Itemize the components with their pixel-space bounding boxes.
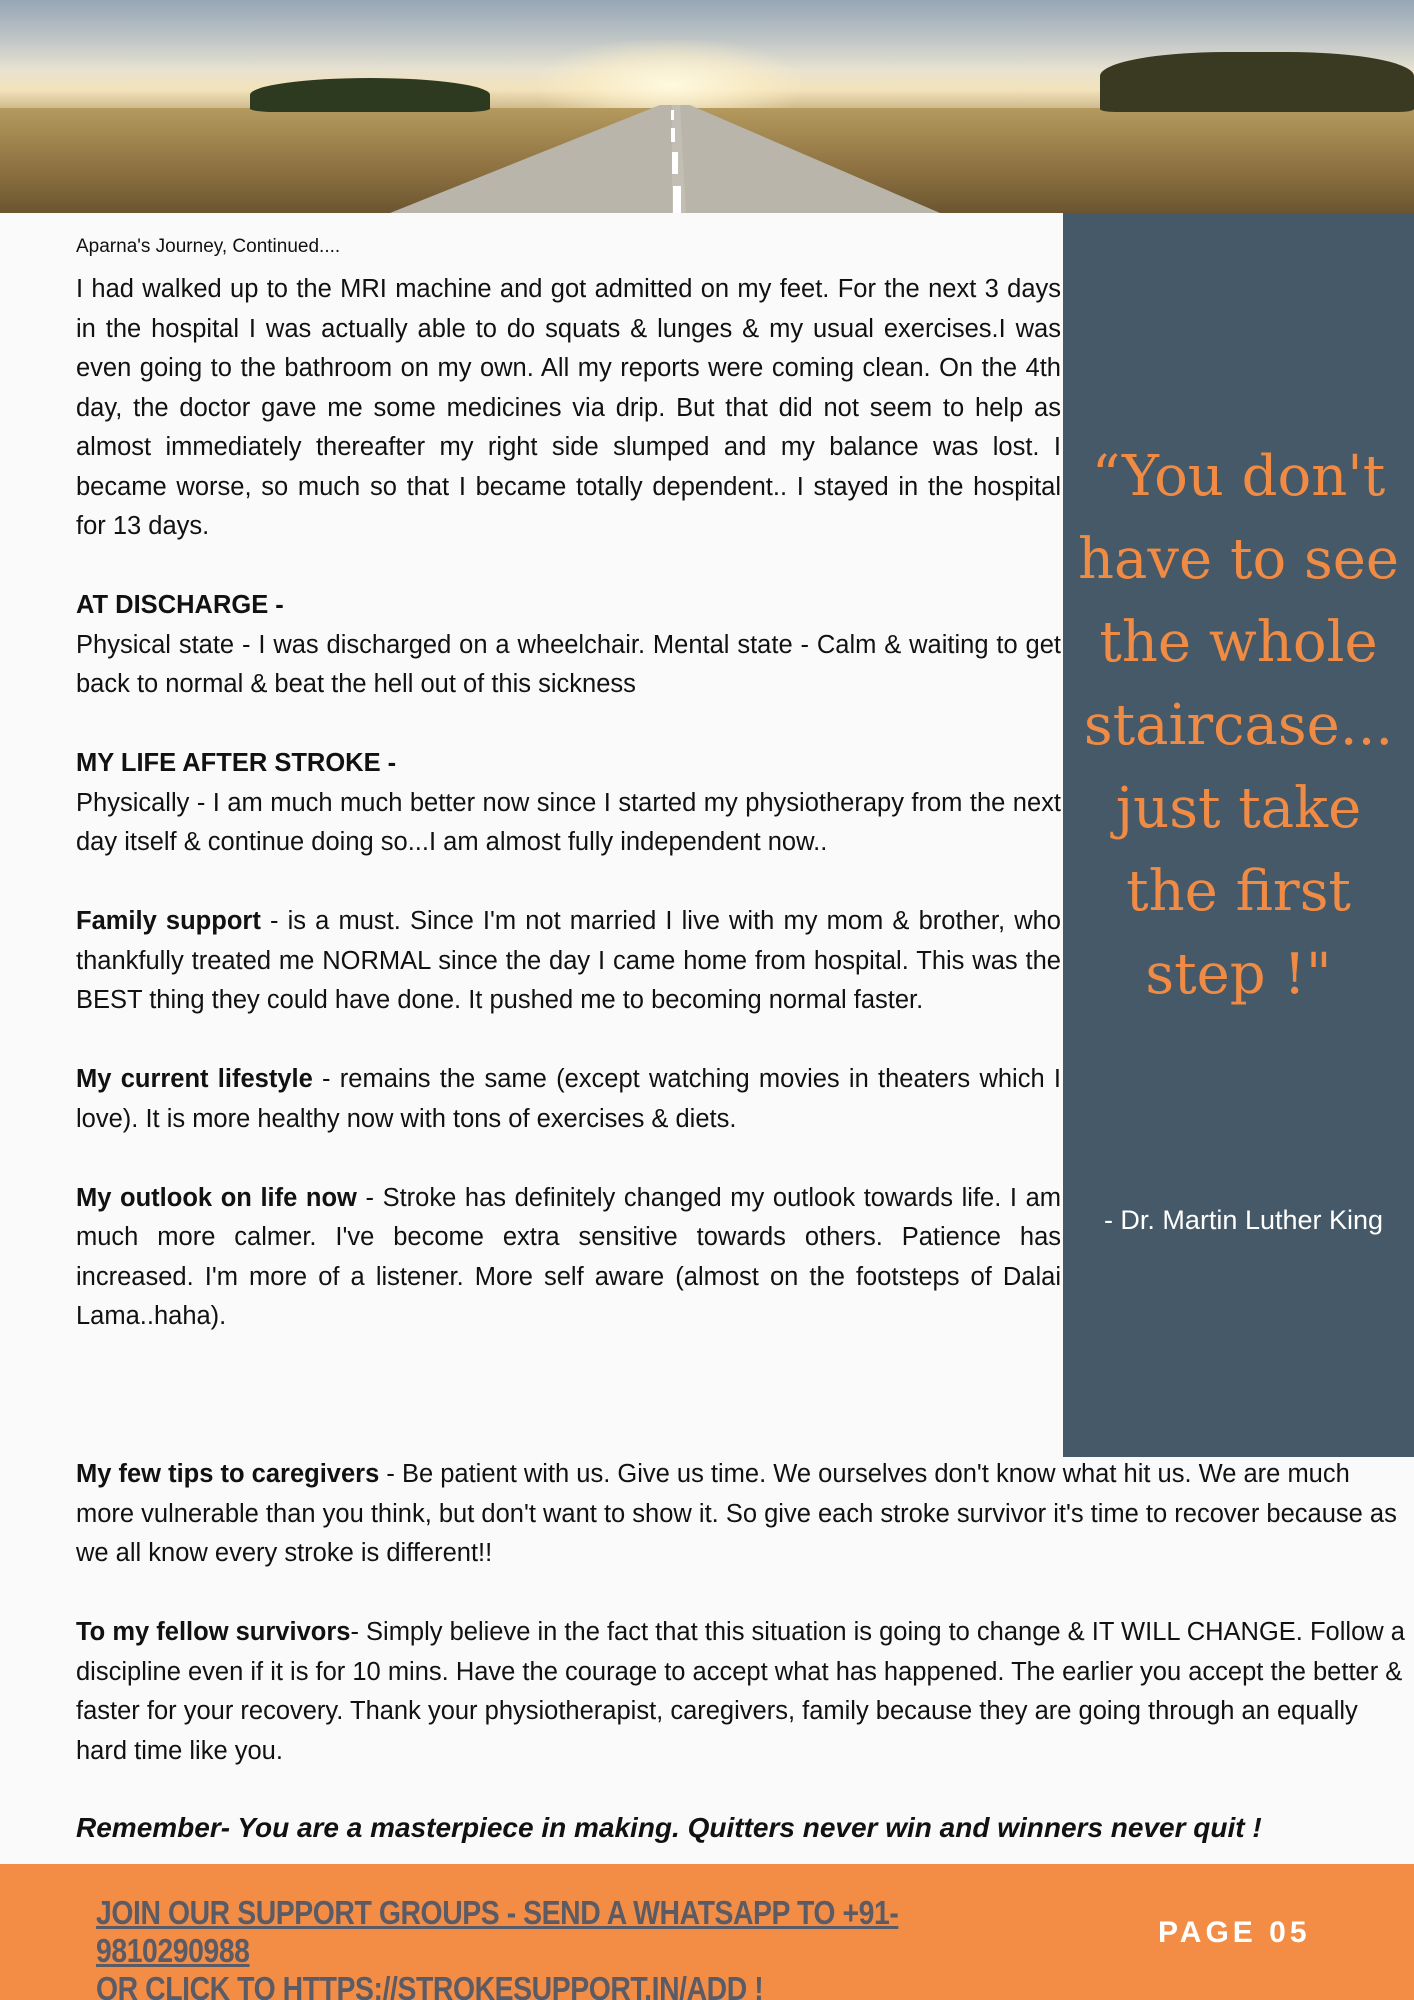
after-stroke-heading: MY LIFE AFTER STROKE - [76,749,397,777]
tips-paragraph [76,1455,1414,1574]
discharge-section [76,586,1061,705]
outlook-lead: My outlook on life now [76,1183,357,1212]
family-paragraph [76,902,1061,1021]
outlook-text: - Stroke has definitely changed my outlook towards life. I am much more calmer. I've become extra sensitive towards others. Patience has increased. I'm more of a listener. More self aware (almost on the footsteps of Dalai Lama..haha). [76,1183,1062,1330]
tips-text: - Be patient with us. Give us time. We ourselves don't know what hit us. We are much more vulnerable than you think, but don't want to show it. So give each stroke survivor it's time to recover because as we all know every stroke is different!! [76,1460,1397,1567]
page-number: PAGE 05 [1158,1916,1311,1949]
after-stroke-text: Physically - I am much much better now since I started my physiotherapy from the next day itself & continue doing so...I am almost fully independent now.. [76,788,1061,856]
discharge-text: Physical state - I was discharged on a wheelchair. Mental state - Calm & waiting to get back to normal & beat the hell out of this sickness [76,630,1061,698]
survivors-text: - Simply believe in the fact that this situation is going to change & IT WILL CHANGE. Follow a discipline even if it is for 10 mins. Have the courage to accept what has happened. The earlier you accept the better & faster for your recovery. Thank your physiotherapist, caregivers, family because they are going through an equally hard time like you. [76,1618,1405,1765]
lifestyle-paragraph [76,1060,1061,1139]
hero-road [0,0,1414,213]
survivors-paragraph [76,1613,1414,1771]
quote-author: - Dr. Martin Luther King [1103,1205,1384,1235]
journey-continued-label: Aparna's Journey, Continued.... [76,236,341,257]
main-column [76,270,1061,1376]
support-link-line2[interactable]: OR CLICK TO HTTPS://STROKESUPPORT.IN/ADD ! [96,1970,764,2000]
quote-panel [1063,213,1414,1457]
lifestyle-lead: My current lifestyle [76,1065,313,1093]
remember-line: Remember- You are a masterpiece in making. Quitters never win and winners never quit ! [76,1812,1262,1843]
discharge-heading: AT DISCHARGE - [76,591,284,619]
family-text: - is a must. Since I'm not married I live with my mom & brother, who thankfully treated me NORMAL since the day I came home from hospital. This was the BEST thing they could have done. It pushed me to becoming normal faster. [76,907,1061,1014]
footer-bar [0,1864,1414,2000]
survivors-lead: To my fellow survivors [76,1618,351,1646]
support-link-line1[interactable]: JOIN OUR SUPPORT GROUPS - SEND A WHATSAPP TO +91-9810290988 [96,1894,899,1969]
tips-lead: My few tips to caregivers [76,1460,380,1488]
support-group-link[interactable] [96,1894,947,2000]
hero-road-image [0,0,1414,213]
lifestyle-text: - remains the same (except watching movies in theaters which I love). It is more healthy now with tons of exercises & diets. [76,1065,1061,1133]
outlook-paragraph [76,1179,1061,1337]
family-lead: Family support [76,907,261,935]
after-stroke-section [76,744,1061,863]
tips-block [76,1455,1414,1811]
intro-paragraph: I had walked up to the MRI machine and got admitted on my feet. For the next 3 days in the hospital I was actually able to do squats & lunges & my usual exercises.I was even going to the bathroom on my own. All my reports were coming clean. On the 4th day, the doctor gave me some medicines via drip. But that did not seem to help as almost immediately thereafter my right side slumped and my balance was lost. I became worse, so much so that I became totally dependent.. I stayed in the hospital for 13 days. [76,275,1061,540]
quote-text: “You don't have to see the whole staircase... just take the first step !" [1077,444,1400,1007]
